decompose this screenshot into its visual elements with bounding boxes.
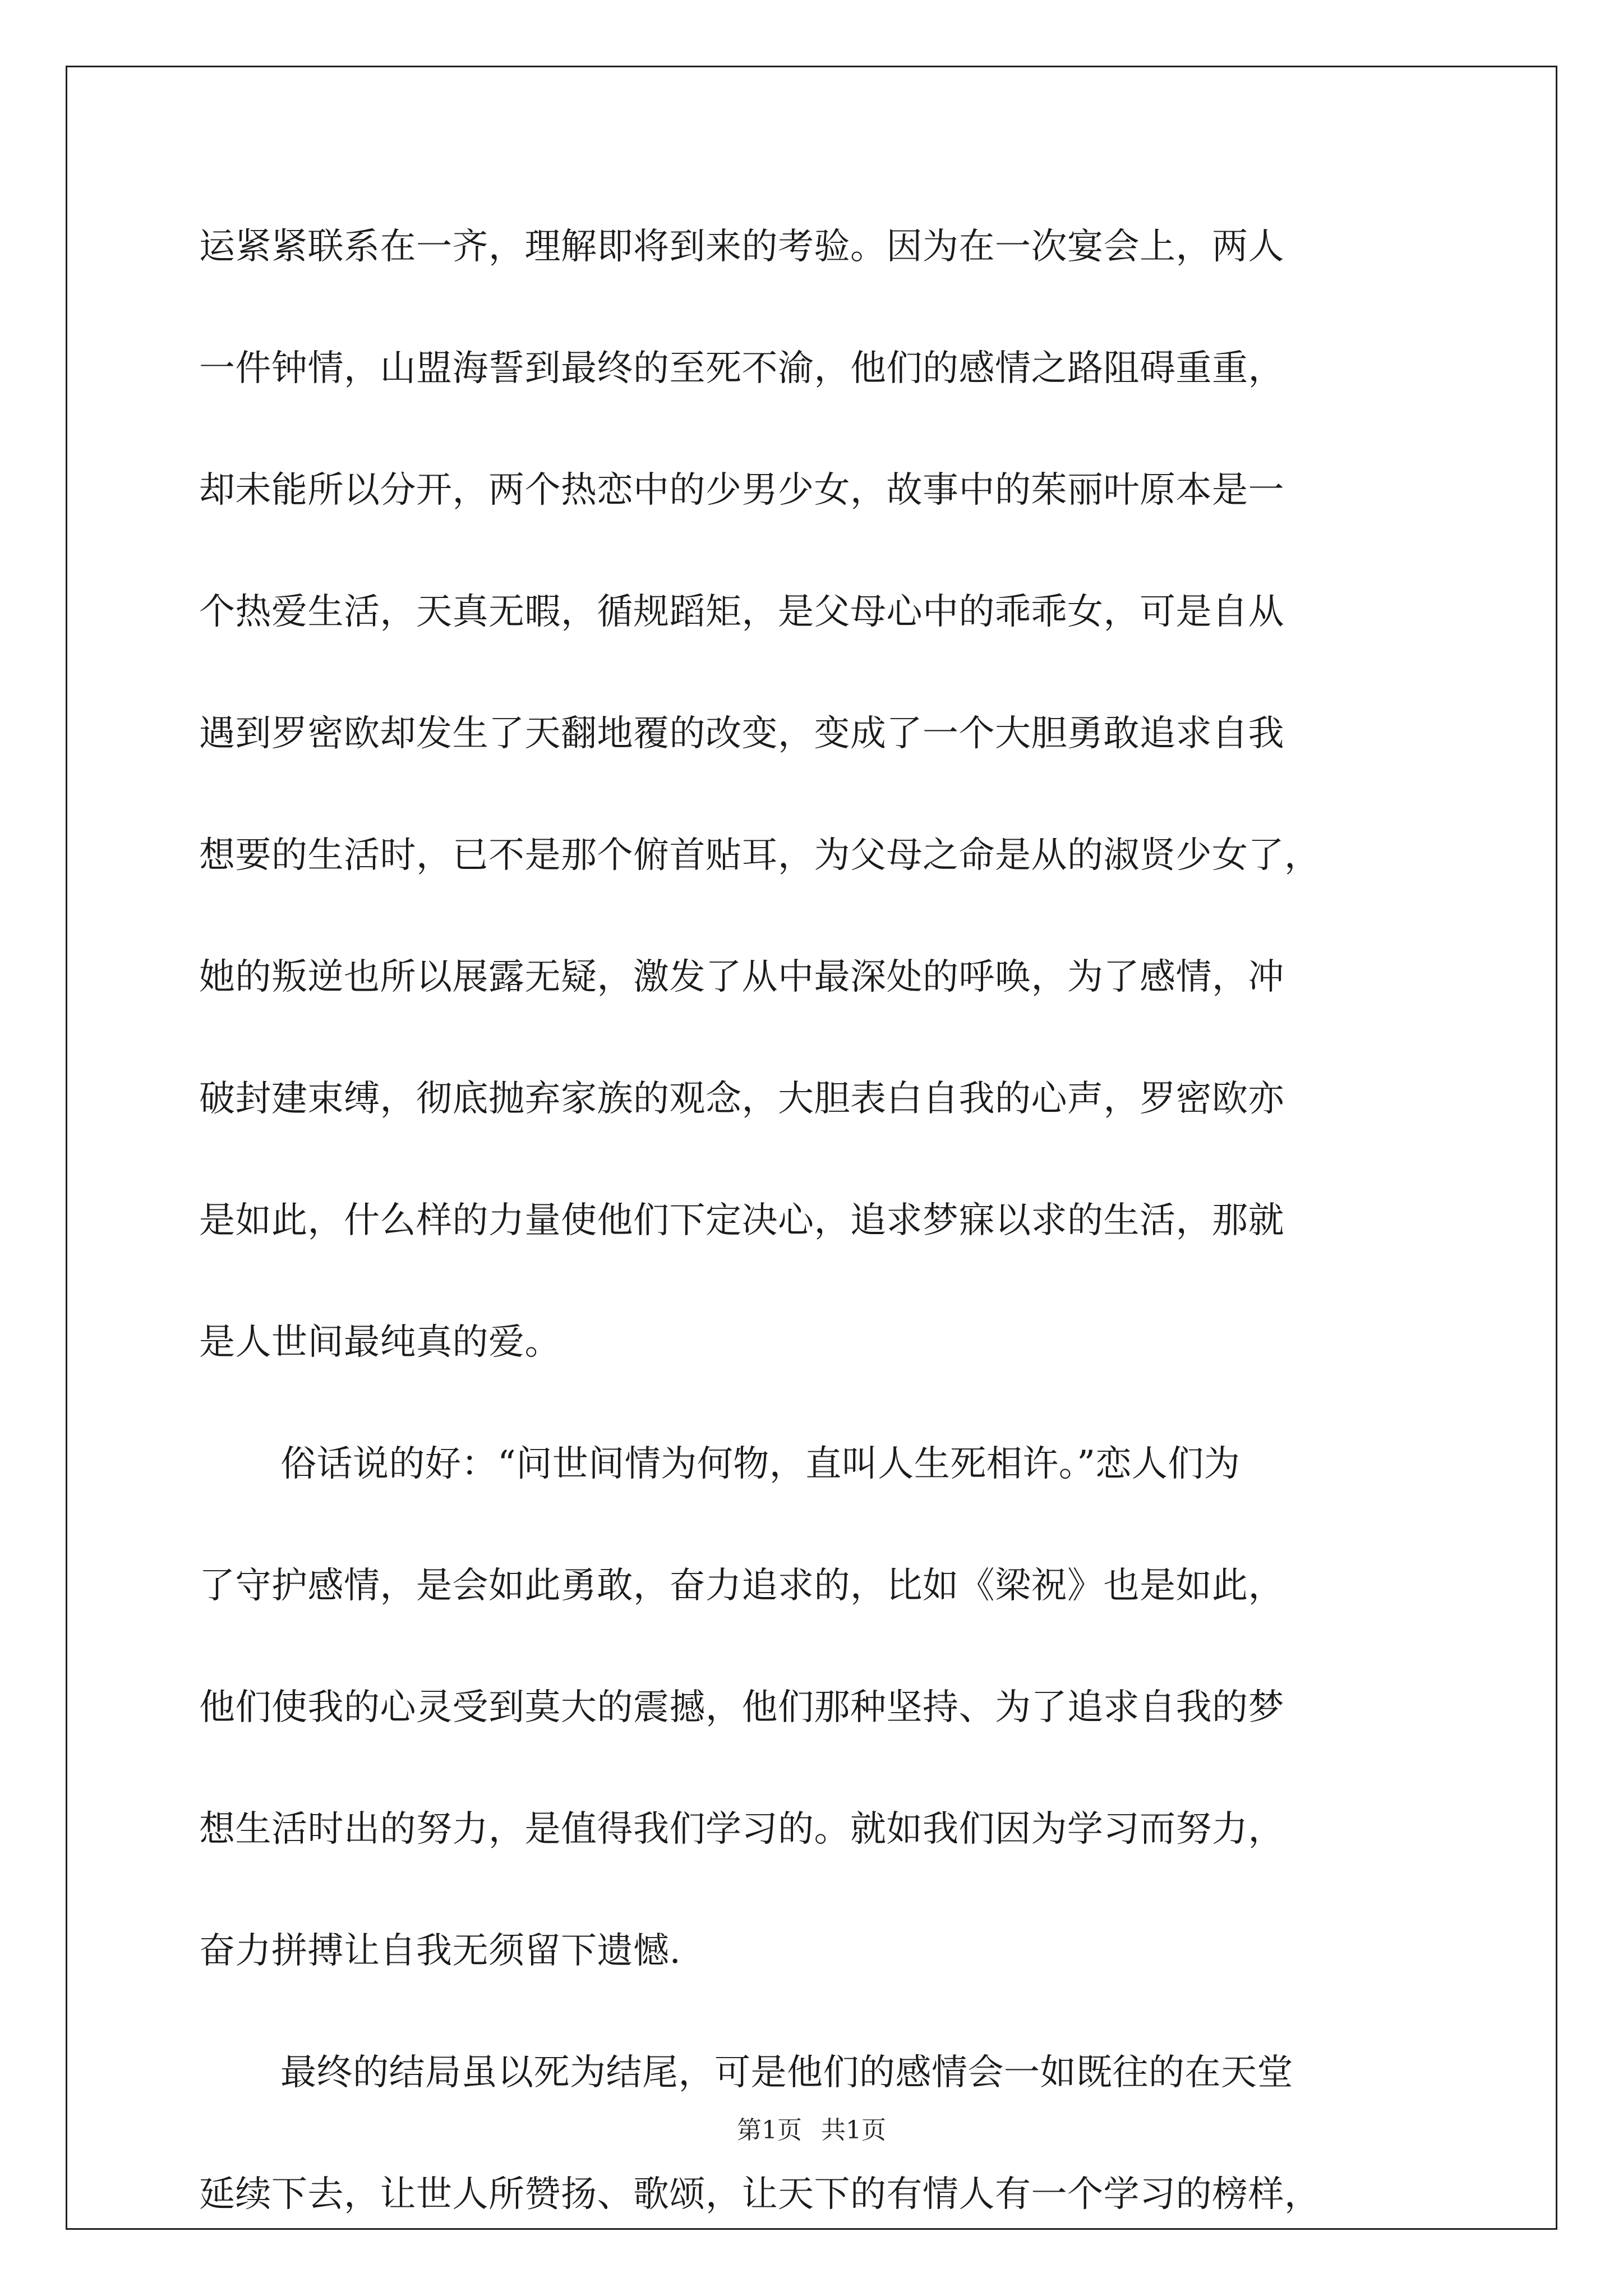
text-line: 他们使我的心灵受到莫大的震撼，他们那种坚持、为了追求自我的梦 xyxy=(199,1687,1284,1728)
paragraph-3 xyxy=(199,2042,1424,2285)
text-line: 想要的生活时，已不是那个俯首贴耳，为父母之命是从的淑贤少女了， xyxy=(199,835,1321,876)
text-line: 运紧紧联系在一齐，理解即将到来的考验。因为在一次宴会上，两人 xyxy=(199,226,1284,268)
text-line: 一件钟情，山盟海誓到最终的至死不渝，他们的感情之路阻碍重重， xyxy=(199,348,1284,389)
text-line: 最终的结局虽以死为结尾，可是他们的感情会一如既往的在天堂 xyxy=(280,2052,1293,2093)
text-line: 延续下去，让世人所赞扬、歌颂，让天下的有情人有一个学习的榜样， xyxy=(199,2174,1321,2215)
paragraph-2 xyxy=(199,1433,1424,2042)
paragraph-1 xyxy=(199,216,1424,1433)
text-line: 是人世间最纯真的爱。 xyxy=(199,1322,561,1363)
text-line: 却未能所以分开，两个热恋中的少男少女，故事中的茱丽叶原本是一 xyxy=(199,470,1284,511)
text-line: 是如此，什么样的力量使他们下定决心，追求梦寐以求的生活，那就 xyxy=(199,1200,1284,1241)
page-number-footer: 第1页 共1页 xyxy=(737,2116,886,2145)
text-line: 遇到罗密欧却发生了天翻地覆的改变，变成了一个大胆勇敢追求自我 xyxy=(199,713,1284,754)
text-line: 俗话说的好：“问世间情为何物，直叫人生死相许。”恋人们为 xyxy=(280,1443,1241,1485)
text-line: 了守护感情，是会如此勇敢，奋力追求的，比如《梁祝》也是如此， xyxy=(199,1565,1284,1607)
document-body xyxy=(199,216,1424,2285)
text-line: 个热爱生活，天真无暇，循规蹈矩，是父母心中的乖乖女，可是自从 xyxy=(199,591,1284,633)
text-line: 她的叛逆也所以展露无疑，激发了从中最深处的呼唤，为了感情，冲 xyxy=(199,956,1284,998)
text-line: 想生活时出的努力，是值得我们学习的。就如我们因为学习而努力， xyxy=(199,1809,1284,1850)
text-line: 奋力拼搏让自我无须留下遗憾. xyxy=(199,1930,681,1972)
text-line: 破封建束缚，彻底抛弃家族的观念，大胆表白自我的心声，罗密欧亦 xyxy=(199,1078,1284,1120)
